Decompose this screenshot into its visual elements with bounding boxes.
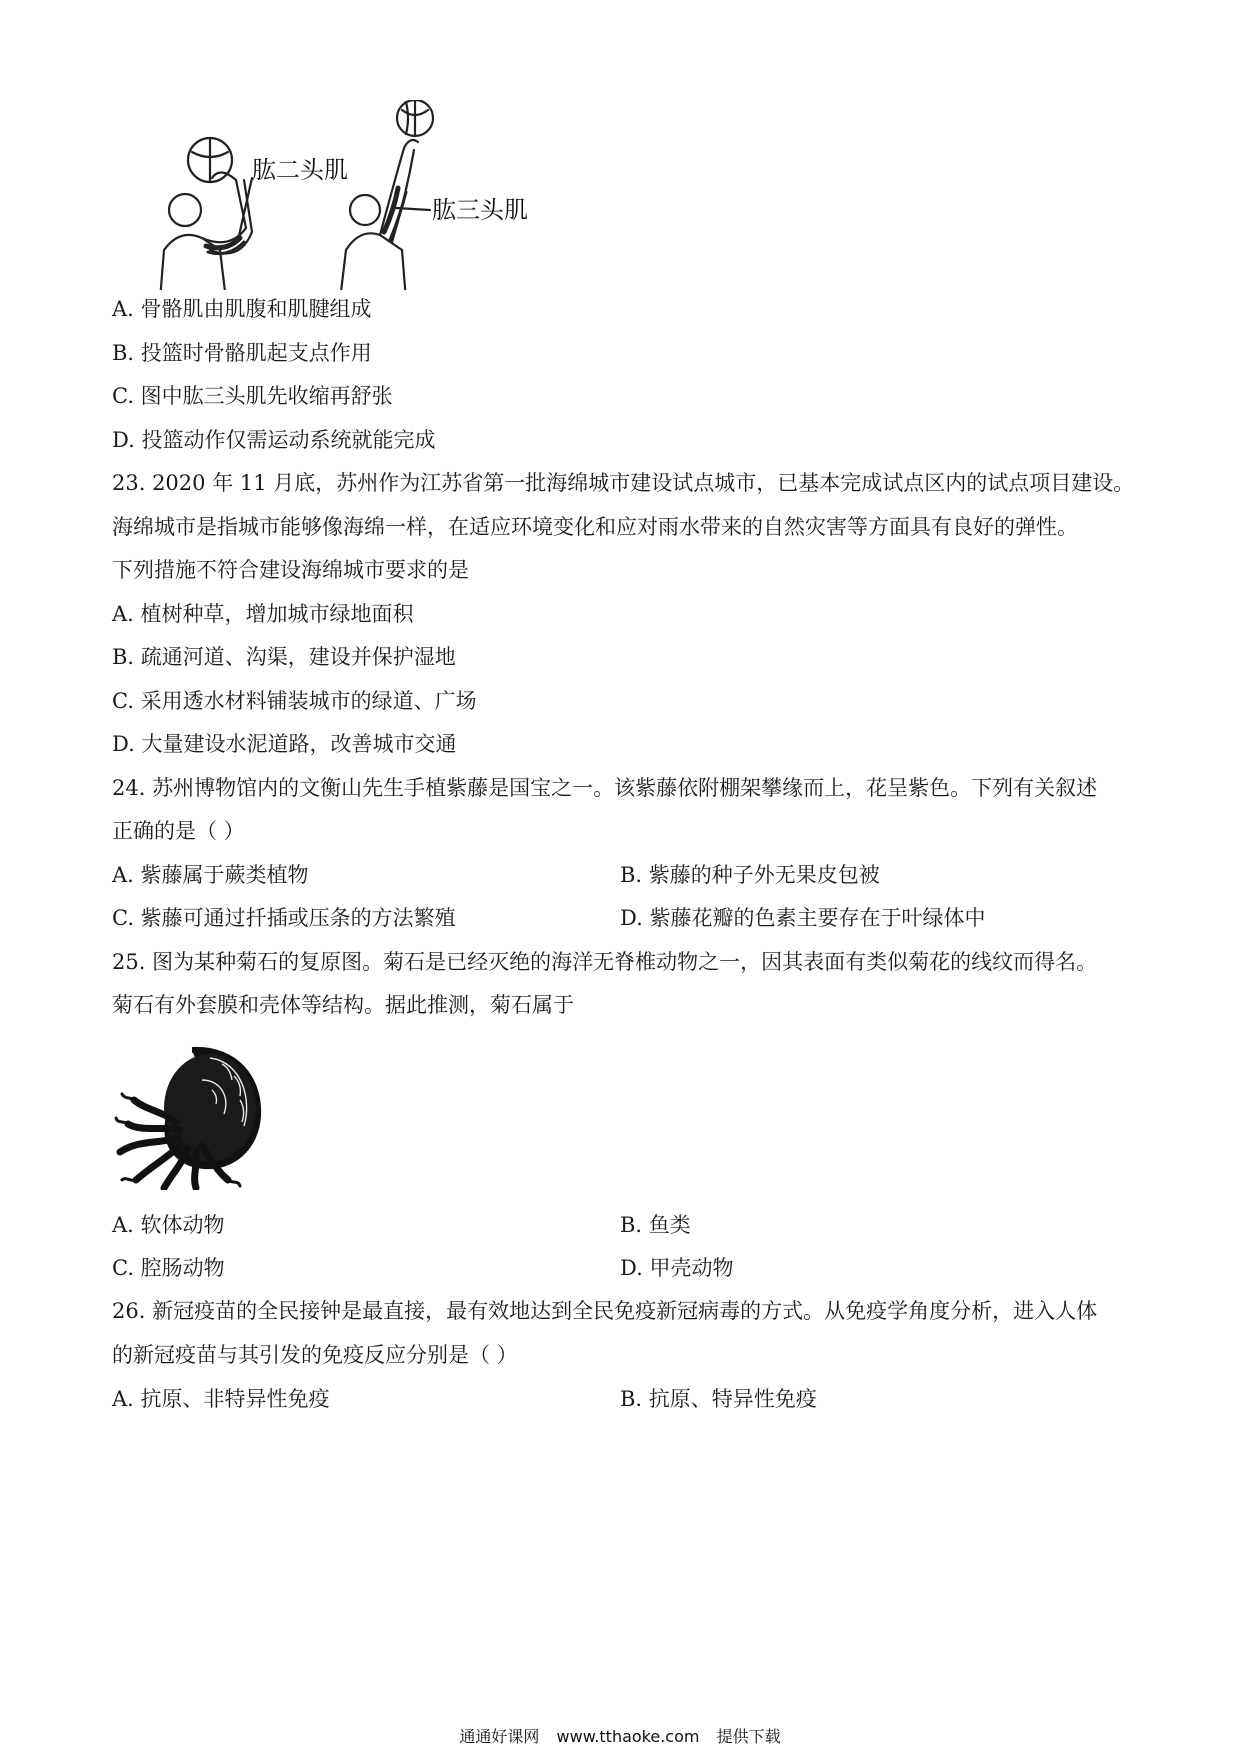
ammonite-figure (112, 1040, 272, 1190)
footer-note: 提供下载 (716, 1727, 781, 1746)
footer-url-link[interactable]: www.tthaoke.com (556, 1727, 700, 1746)
q24-option-d: D. 紫藤花瓣的色素主要存在于叶绿体中 (620, 906, 986, 930)
page-footer (0, 1726, 1240, 1748)
q25-stem-line-2: 菊石有外套膜和壳体等结构。据此推测，菊石属于 (112, 993, 574, 1017)
q26-stem-line-2: 的新冠疫苗与其引发的免疫反应分别是（ ） (112, 1343, 518, 1367)
q22-option-a: A. 骨骼肌由肌腹和肌腱组成 (112, 297, 372, 321)
q23-option-c: C. 采用透水材料铺装城市的绿道、广场 (112, 689, 477, 713)
biceps-label: 肱二头肌 (252, 156, 348, 184)
q24-option-c: C. 紫藤可通过扦插或压条的方法繁殖 (112, 906, 456, 930)
q23-stem-line-2: 海绵城市是指城市能够像海绵一样，在适应环境变化和应对雨水带来的自然灾害等方面具有良好的弹性。 (112, 515, 1078, 539)
q23-option-a: A. 植树种草，增加城市绿地面积 (112, 602, 414, 626)
q24-option-b: B. 紫藤的种子外无果皮包被 (620, 863, 880, 887)
q24-stem-line-2: 正确的是（ ） (112, 819, 245, 843)
q26-option-a: A. 抗原、非特异性免疫 (112, 1387, 330, 1411)
q24-stem-line-1: 24. 苏州博物馆内的文衡山先生手植紫藤是国宝之一。该紫藤依附棚架攀缘而上，花呈紫色。下列有关叙述 (112, 776, 1098, 800)
q23-stem-line-1: 23. 2020 年 11 月底，苏州作为江苏省第一批海绵城市建设试点城市，已基本完成试点区内的试点项目建设。 (112, 471, 1135, 495)
q23-option-d: D. 大量建设水泥道路，改善城市交通 (112, 732, 457, 756)
q24-option-a: A. 紫藤属于蕨类植物 (112, 863, 309, 887)
triceps-label: 肱三头肌 (432, 196, 528, 224)
q23-stem-line-3: 下列措施不符合建设海绵城市要求的是 (112, 558, 469, 582)
q25-option-d: D. 甲壳动物 (620, 1256, 734, 1280)
q25-option-a: A. 软体动物 (112, 1213, 225, 1237)
footer-site-name: 通通好课网 (459, 1727, 540, 1746)
q26-option-b: B. 抗原、特异性免疫 (620, 1387, 817, 1411)
q23-option-b: B. 疏通河道、沟渠，建设并保护湿地 (112, 645, 456, 669)
q25-option-b: B. 鱼类 (620, 1213, 691, 1237)
q22-option-c: C. 图中肱三头肌先收缩再舒张 (112, 384, 393, 408)
q22-option-b: B. 投篮时骨骼肌起支点作用 (112, 341, 372, 365)
q22-option-d: D. 投篮动作仅需运动系统就能完成 (112, 428, 436, 452)
q26-stem-line-1: 26. 新冠疫苗的全民接钟是最直接，最有效地达到全民免疫新冠病毒的方式。从免疫学角度分析，进入人体 (112, 1299, 1098, 1323)
basketball-muscle-figure (140, 100, 600, 290)
q25-option-c: C. 腔肠动物 (112, 1256, 225, 1280)
q25-stem-line-1: 25. 图为某种菊石的复原图。菊石是已经灭绝的海洋无脊椎动物之一，因其表面有类似菊花的线纹而得名。 (112, 950, 1098, 974)
